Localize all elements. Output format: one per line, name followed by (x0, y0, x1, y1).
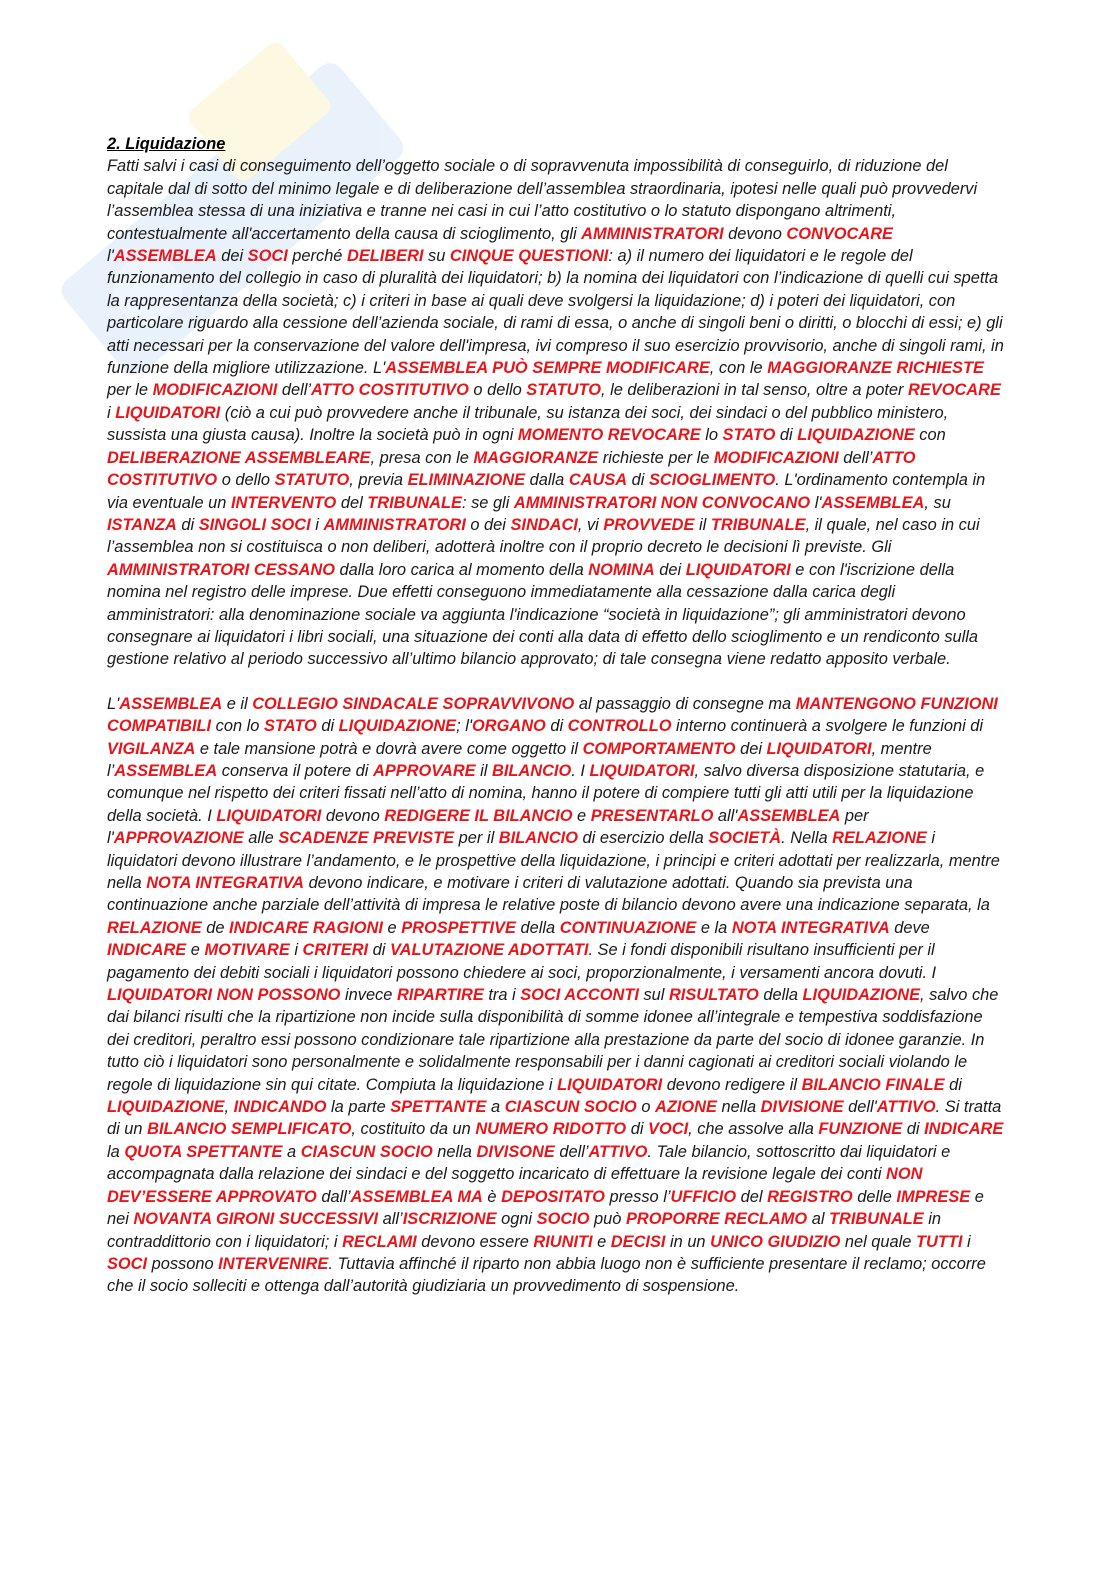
text-run: , vi (577, 515, 604, 534)
text-run: . Tale bilancio, sottoscritto dai liquidatori e accompagnata dalla relazione dei sindaci e del soggetto incaricato di effettuare la revisione legale dei conti (107, 1142, 951, 1184)
text-run: . I (571, 761, 590, 780)
text-run: , (224, 1098, 234, 1117)
text-run: dalla loro carica al momento della (334, 560, 589, 579)
highlighted-term: APPROVAZIONE (113, 829, 244, 848)
text-run: dei (216, 247, 248, 266)
highlighted-term: LIQUIDATORI (557, 1075, 663, 1094)
highlighted-term: REVOCARE (908, 381, 1001, 400)
highlighted-term: TRIBUNALE (829, 1210, 924, 1229)
highlighted-term: NUMERO RIDOTTO (475, 1120, 627, 1139)
text-run: e (186, 941, 205, 960)
highlighted-term: LIQUIDAZIONE (797, 426, 915, 445)
section-heading: 2. Liquidazione (107, 135, 226, 153)
highlighted-term: AMMINISTRATORI (581, 224, 724, 243)
highlighted-term: BILANCIO SEMPLIFICATO (147, 1120, 352, 1139)
text-run: devono (321, 806, 385, 825)
highlighted-term: SCADENZE PREVISTE (278, 829, 455, 848)
text-run: con (914, 426, 946, 445)
text-run: . L'ordinamento contempla in via eventuale un (107, 471, 986, 512)
text-run: dell' (843, 1098, 877, 1117)
highlighted-term: MODIFICAZIONI (152, 381, 278, 400)
highlighted-term: INTERVENTO (230, 493, 337, 512)
highlighted-term: MAGGIORANZE (473, 448, 599, 467)
text-run: per il (454, 829, 499, 848)
text-run: : a) il numero dei liquidatori e le regole del funzionamento del collegio in caso di pluralità dei liquidatori; b) la nomina dei liquidatori con l’indicazione di quelli cui spetta la rappresentanza della società; c) i criteri in base ai quali deve svolgersi la liquidazione; d) i poteri dei liquidatori, con particolare riguardo alla cessione dell’azienda sociale, di rami di essa, o anche di singoli beni o diritti, o blocchi di essi; e) gli atti necessari per la conservazione del valore dell'impresa, ivi compreso il suo esercizio provvisorio, anche di singoli rami, in funzione della migliore utilizzazione. L' (107, 247, 1004, 378)
highlighted-term: ISCRIZIONE (402, 1210, 497, 1229)
highlighted-term: LIQUIDATORI (766, 739, 872, 758)
highlighted-term: NOMINA (588, 560, 655, 579)
highlighted-term: FUNZIONE (818, 1120, 903, 1139)
text-run: i (962, 1232, 971, 1251)
text-run: i (310, 515, 324, 534)
text-run: di (902, 1120, 925, 1139)
text-run: di (176, 515, 199, 534)
text-run: , salvo diversa disposizione statutaria, e comunque nel rispetto dei criteri fissati nell’atto di nomina, hanno il potere di compiere tutti gli atti utili per la liquidazione della società. I (107, 761, 985, 825)
text-run: . Si tratta di un (107, 1098, 1002, 1139)
text-run: al (807, 1210, 830, 1229)
text-run: di (368, 941, 390, 960)
text-run: la parte (326, 1098, 391, 1117)
highlighted-term: ASSEMBLEA (119, 694, 223, 713)
highlighted-term: INTERVENIRE (218, 1254, 329, 1273)
highlighted-term: MOTIVARE (204, 941, 290, 960)
highlighted-term: RIPARTIRE (396, 986, 484, 1005)
highlighted-term: NOTA INTEGRATIVA (731, 918, 890, 937)
text-run: la (107, 1142, 125, 1161)
highlighted-term: INDICARE (924, 1120, 1004, 1139)
text-run: o (636, 1098, 655, 1117)
text-run: all' (713, 806, 738, 825)
highlighted-term: LIQUIDATORI (115, 403, 221, 422)
highlighted-term: INDICARE RAGIONI (229, 918, 383, 937)
highlighted-term: PROPORRE RECLAMO (625, 1210, 808, 1229)
text-run: , con le (709, 359, 768, 378)
highlighted-term: CONTINUAZIONE (559, 918, 697, 937)
text-run: dell’ (277, 381, 312, 400)
text-run: nella (432, 1142, 477, 1161)
text-run: . Tuttavia affinché il riparto non abbia luogo non è sufficiente presentare il reclamo; occorre che il socio solleciti e ottenga dall’autorità giudiziaria un provvedimento di sospensione. (107, 1254, 986, 1296)
text-run: , le deliberazioni in tal senso, oltre a poter (600, 381, 909, 400)
text-run: conserva il potere di (217, 761, 373, 780)
text-run: di esercizio della (577, 829, 709, 848)
text-run: dalla (525, 471, 569, 490)
highlighted-term: SOCI (107, 1254, 148, 1273)
text-run: . Nella (781, 829, 833, 848)
highlighted-term: ASSEMBLEA (821, 493, 925, 512)
text-run: dall’ (316, 1187, 351, 1206)
highlighted-term: VIGILANZA (107, 739, 196, 758)
highlighted-term: PRESENTARLO (590, 806, 714, 825)
text-run: , presa con le (370, 448, 474, 467)
highlighted-term: DIVISONE (476, 1142, 555, 1161)
text-run: tra i (483, 986, 521, 1005)
highlighted-term: ORGANO (472, 717, 546, 736)
text-run: presso l’ (604, 1187, 671, 1206)
text-run: invece (340, 986, 397, 1005)
text-run: e il (222, 694, 253, 713)
text-run: i (289, 941, 303, 960)
highlighted-term: SOCIO (536, 1210, 590, 1229)
text-run: con lo (211, 717, 264, 736)
text-run: dell’ (554, 1142, 589, 1161)
text-run: di (545, 717, 568, 736)
text-run: e nei (107, 1187, 984, 1229)
highlighted-term: SOCI (247, 247, 288, 266)
text-run: , su (924, 493, 951, 512)
highlighted-term: BILANCIO (492, 761, 572, 780)
highlighted-term: ATTIVO (876, 1098, 936, 1117)
text-run: deve (889, 918, 930, 937)
text-run: i (107, 403, 116, 422)
text-run: delle (852, 1187, 897, 1206)
text-run: , salvo che dai bilanci risulti che la ripartizione non incide sulla disponibilità di somme idonee all’integrale e tempestiva soddisfazione dei creditori, peraltro essi possono condizionare tale ripartizione alla prestazione da parte del socio di idonee garanzie. In tutto ciò i liquidatori sono personalmente e solidalmente responsabili per i danni cagionati ai creditori sociali violando le regole di liquidazione sin qui citate. Compiuta la liquidazione i (107, 986, 999, 1094)
highlighted-term: AMMINISTRATORI NON CONVOCANO (513, 493, 811, 512)
highlighted-term: MAGGIORANZE RICHIESTE (767, 359, 984, 378)
highlighted-term: STATO (263, 717, 317, 736)
highlighted-term: IMPRESE (896, 1187, 971, 1206)
highlighted-term: ASSEMBLEA (114, 761, 218, 780)
highlighted-term: LIQUIDATORI (216, 806, 322, 825)
highlighted-term: TRIBUNALE (710, 515, 806, 534)
paragraph-1 (107, 155, 1007, 670)
highlighted-term: TRIBUNALE (367, 493, 462, 512)
highlighted-term: STATO (722, 426, 776, 445)
document-body (107, 133, 1007, 1298)
text-run: dei (735, 739, 767, 758)
text-run: sul (638, 986, 669, 1005)
highlighted-term: SINDACI (510, 515, 578, 534)
text-run: o dello (217, 471, 275, 490)
text-run: dell’ (838, 448, 873, 467)
highlighted-term: MOMENTO REVOCARE (517, 426, 701, 445)
highlighted-term: LIQUIDATORI NON POSSONO (107, 986, 341, 1005)
highlighted-term: CRITERI (302, 941, 369, 960)
text-run: perché (287, 247, 347, 266)
highlighted-term: STATUTO (274, 471, 350, 490)
text-run: devono (723, 224, 787, 243)
highlighted-term: ATTIVO (588, 1142, 648, 1161)
text-run: ogni (496, 1210, 537, 1229)
highlighted-term: DELIBERAZIONE ASSEMBLEARE (107, 448, 371, 467)
text-run: del (336, 493, 368, 512)
highlighted-term: COLLEGIO SINDACALE SOPRAVVIVONO (252, 694, 575, 713)
highlighted-term: PROVVEDE (603, 515, 695, 534)
text-run: Fatti salvi i casi di conseguimento dell’oggetto sociale o di sopravvenuta impossibilità di conseguirlo, di riduzione del capitale dal di sotto del minimo legale e di deliberazione dell’assemblea straordinaria, ipotesi nelle quali può provvedervi l’assemblea stessa di una iniziativa e tranne nei casi in cui l’atto costitutivo o lo statuto dispongano altrimenti, contestualmente all'accertamento della causa di scioglimento, gli (107, 157, 978, 243)
text-run: devono redigere il (662, 1075, 802, 1094)
highlighted-term: CAUSA (568, 471, 628, 490)
highlighted-term: REDIGERE IL BILANCIO (384, 806, 573, 825)
text-run: . Se i fondi disponibili risultano insufficienti per il pagamento dei debiti sociali i liquidatori possono chiedere ai soci, proporzionalmente, i versamenti ancora dovuti. I (107, 941, 937, 982)
text-run: i liquidatori devono illustrare l’andamento, e le prospettive della liquidazione, i principi e criteri adottati per realizzarla, mentre nella (107, 829, 1000, 892)
highlighted-term: REGISTRO (767, 1187, 853, 1206)
highlighted-term: RISULTATO (668, 986, 759, 1005)
highlighted-term: INDICARE (107, 941, 187, 960)
highlighted-term: AMMINISTRATORI CESSANO (107, 560, 335, 579)
highlighted-term: SOCI ACCONTI (520, 986, 639, 1005)
highlighted-term: MODIFICAZIONI (713, 448, 839, 467)
text-run: di (944, 1075, 962, 1094)
text-run: della (758, 986, 803, 1005)
highlighted-term: LIQUIDAZIONE (107, 1098, 225, 1117)
highlighted-term: ASSEMBLEA (737, 806, 841, 825)
text-run: è (482, 1187, 502, 1206)
highlighted-term: VALUTAZIONE ADOTTATI (389, 941, 589, 960)
highlighted-term: DIVISIONE (760, 1098, 844, 1117)
highlighted-term: UNICO GIUDIZIO (710, 1232, 841, 1251)
text-run: della (515, 918, 560, 937)
text-run: di (775, 426, 798, 445)
highlighted-term: SPETTANTE (390, 1098, 487, 1117)
text-run: per le (107, 381, 153, 400)
text-run: l' (107, 247, 114, 266)
text-run: lo (700, 426, 723, 445)
text-run: , mentre l’ (107, 739, 932, 780)
text-run: , previa (349, 471, 408, 490)
highlighted-term: PROSPETTIVE (401, 918, 516, 937)
highlighted-term: TUTTI (915, 1232, 963, 1251)
text-run: in un (665, 1232, 711, 1251)
text-run: e (572, 806, 591, 825)
highlighted-term: RIUNITI (533, 1232, 593, 1251)
highlighted-term: UFFICIO (670, 1187, 737, 1206)
highlighted-term: LIQUIDAZIONE (802, 986, 921, 1005)
text-run: e con l'iscrizione della nomina nel registro delle imprese. Due effetti conseguono immediatamente alla cessazione dalla carica degli amministratori: alla denominazione sociale va aggiunta l'indicazione “società in liquidazione”; gli amministratori devono consegnare ai liquidatori i libri sociali, una situazione dei conti alla data di effetto dello scioglimento e un rendiconto sulla gestione relativo al periodo successivo all’ultimo bilancio approvato; di tale consegna viene redatto apposito verbale. (107, 560, 979, 669)
highlighted-term: CIASCUN SOCIO (504, 1098, 637, 1117)
highlighted-term: MANTENGONO FUNZIONI COMPATIBILI (107, 694, 998, 736)
highlighted-term: STATUTO (526, 381, 601, 400)
highlighted-term: ASSEMBLEA PUÒ SEMPRE MODIFICARE (385, 359, 710, 378)
text-run: o dei (465, 515, 511, 534)
highlighted-term: ELIMINAZIONE (407, 471, 526, 490)
highlighted-term: ISTANZA (107, 515, 177, 534)
highlighted-term: ASSEMBLEA (113, 247, 217, 266)
text-run: a (282, 1142, 301, 1161)
text-run: de (201, 918, 230, 937)
highlighted-term: LIQUIDATORI (589, 761, 695, 780)
highlighted-term: BILANCIO (498, 829, 578, 848)
text-run: o dello (468, 381, 527, 400)
text-run: in contraddittorio con i liquidatori; i (107, 1210, 942, 1251)
highlighted-term: LIQUIDAZIONE (338, 717, 457, 736)
highlighted-term: LIQUIDATORI (685, 560, 791, 579)
highlighted-term: CONVOCARE (786, 224, 893, 243)
text-run: l' (810, 493, 822, 512)
highlighted-term: COMPORTAMENTO (582, 739, 736, 758)
highlighted-term: ATTO COSTITUTIVO (107, 448, 916, 490)
highlighted-term: NOTA INTEGRATIVA (146, 874, 305, 892)
highlighted-term: APPROVARE (373, 761, 476, 780)
paragraph-2 (107, 693, 1007, 1298)
text-run: ; l' (456, 717, 473, 736)
text-run: di (626, 1120, 649, 1139)
text-run: L' (107, 694, 120, 713)
highlighted-term: CONTROLLO (567, 717, 672, 736)
highlighted-term: SINGOLI SOCI (198, 515, 311, 534)
text-run: e (592, 1232, 611, 1251)
highlighted-term: QUOTA SPETTANTE (124, 1142, 283, 1161)
highlighted-term: NOVANTA GIRONI SUCCESSIVI (133, 1210, 379, 1229)
text-run: a (486, 1098, 505, 1117)
highlighted-term: RELAZIONE (107, 918, 202, 937)
highlighted-term: CIASCUN SOCIO (300, 1142, 433, 1161)
highlighted-term: SOCIETÀ (708, 829, 782, 848)
text-run: alle (243, 829, 279, 848)
highlighted-term: ATTO COSTITUTIVO (311, 381, 469, 400)
text-run: all’ (378, 1210, 403, 1229)
text-run: il (694, 515, 711, 534)
highlighted-term: DECISI (610, 1232, 666, 1251)
highlighted-term: ASSEMBLEA MA (350, 1187, 483, 1206)
text-run: nella (716, 1098, 761, 1117)
text-run: di (627, 471, 649, 490)
highlighted-term: AMMINISTRATORI (323, 515, 466, 534)
text-run: al passaggio di consegne ma (574, 694, 796, 713)
highlighted-term: AZIONE (655, 1098, 717, 1117)
highlighted-term: DELIBERI (346, 247, 424, 266)
text-run: interno continuerà a svolgere le funzioni di (671, 717, 984, 736)
text-run: richieste per le (598, 448, 714, 467)
text-run: dei (654, 560, 686, 579)
text-run: possono (147, 1254, 219, 1273)
text-run: il (475, 761, 493, 780)
highlighted-term: CINQUE QUESTIONI (449, 247, 609, 266)
highlighted-term: VOCI (648, 1120, 689, 1139)
text-run: e (382, 918, 402, 937)
highlighted-term: RELAZIONE (832, 829, 927, 848)
text-run: devono indicare, e motivare i criteri di valutazione adottati. Quando sia prevista una continuazione anche parziale dell’attività di impresa le relative poste di bilancio devono avere una indicazione separata, la (107, 874, 990, 915)
text-run: e la (696, 918, 732, 937)
text-run: del (736, 1187, 768, 1206)
highlighted-term: RECLAMI (342, 1232, 417, 1251)
highlighted-term: DEPOSITATO (501, 1187, 605, 1206)
highlighted-term: NON DEV’ESSERE APPROVATO (107, 1165, 923, 1206)
text-run: (ciò a cui può provvedere anche il tribunale, su istanza dei soci, dei sindaci o del pubblico ministero, sussista una giusta causa). Inoltre la società può in ogni (107, 403, 949, 445)
text-run: : se gli (461, 493, 514, 512)
text-run: , costituito da un (351, 1120, 476, 1139)
text-run: , il quale, nel caso in cui l’assemblea non si costituisca o non deliberi, adotterà inoltre con il proprio decreto le decisioni lì previste. Gli (107, 515, 980, 557)
highlighted-term: SCIOGLIMENTO (648, 471, 776, 490)
text-run: devono essere (416, 1232, 534, 1251)
highlighted-term: INDICANDO (233, 1098, 327, 1117)
text-run: e tale mansione potrà e dovrà avere come oggetto il (195, 739, 583, 758)
highlighted-term: BILANCIO FINALE (801, 1075, 945, 1094)
text-run: di (316, 717, 339, 736)
text-run: per l' (107, 806, 869, 848)
text-run: su (423, 247, 450, 266)
text-run: nel quale (840, 1232, 916, 1251)
text-run: , che assolve alla (688, 1120, 819, 1139)
text-run: può (589, 1210, 626, 1229)
